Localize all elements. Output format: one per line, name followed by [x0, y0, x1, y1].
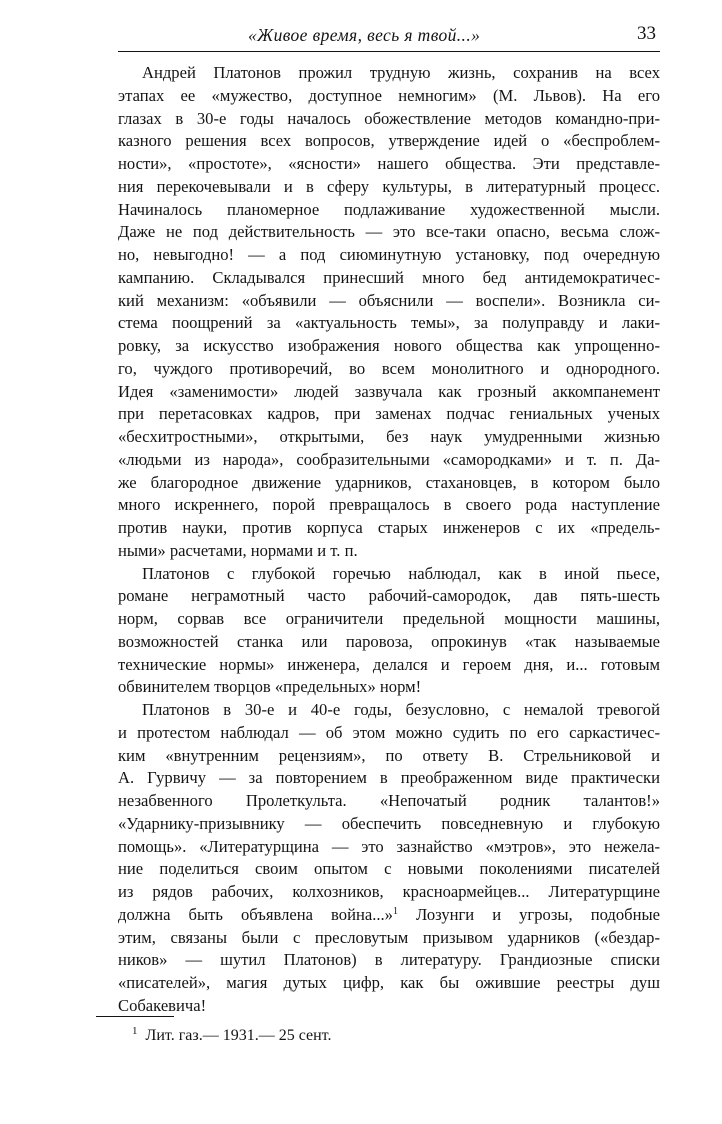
footnote-reference[interactable]: 1: [392, 905, 398, 917]
text-line: помощь». «Литературщина — это зазнайство «мэтров», это нежела-: [118, 836, 660, 856]
text-line-segment: должна быть объявлена война...»: [118, 904, 393, 924]
text-line: романе неграмотный часто рабочий-самородок, дав пять-шесть: [118, 586, 660, 606]
text-line: казного решения всех вопросов, утверждение идей о «беспроблем-: [118, 131, 660, 151]
footnote-text: Лит. газ.— 1931.— 25 сент.: [145, 1027, 332, 1044]
text-line: но, невыгодно! — а под сиюминутную установку, под очередную: [118, 245, 660, 264]
paragraph-2: [118, 563, 660, 700]
text-line: ния перекочевывали и в сферу культуры, в литературный процесс.: [118, 176, 660, 196]
text-line: Начиналось планомерное подлаживание художественной мысли.: [118, 199, 660, 219]
text-line-segment: Лозунги и угрозы, подобные: [415, 904, 660, 924]
text-line: и протестом наблюдал — об этом можно судить по его саркастичес-: [118, 722, 660, 742]
text-line: Идея «заменимости» людей зазвучала как грозный аккомпанемент: [118, 381, 660, 401]
text-line: ными» расчетами, нормами и т. п.: [118, 540, 358, 560]
text-line: Платонов с глубокой горечью наблюдал, как в иной пьесе,: [142, 563, 660, 583]
text-line: ние поделиться своим опытом с новыми поколениями писателей: [118, 859, 660, 879]
text-line: го, чуждого противоречий, во всем монолитного и однородного.: [118, 358, 660, 378]
text-line: из рядов рабочих, колхозников, красноармейцев... Литературщине: [118, 882, 660, 901]
text-line: ким «внутренним рецензиям», по ответу В. Стрельниковой и: [118, 745, 660, 765]
text-line: много искреннего, порой превращалось в своего рода наступление: [118, 495, 660, 515]
text-line: «писателей», магия дутых цифр, как бы ожившие реестры душ: [118, 973, 660, 992]
text-line: ности», «простоте», «ясности» нашего общества. Эти представле-: [118, 154, 660, 173]
text-line: «бесхитростными», открытыми, без наук умудренными жизнью: [118, 427, 660, 446]
text-line: ровку, за искусство изображения нового общества как упрощенно-: [118, 336, 660, 355]
paragraph-3: [118, 699, 660, 1018]
text-line: глазах в 30-е годы началось обожествление методов командно-при-: [118, 108, 660, 128]
text-line: Собакевича!: [118, 995, 207, 1015]
text-line: кампанию. Складывался принесший много бед антидемократичес-: [118, 267, 660, 287]
text-line: этапах ее «мужество, доступное немногим» (М. Львов). На его: [118, 85, 660, 105]
text-line: технические нормы» инженера, делался и героем дня, и... готовым: [118, 654, 660, 674]
text-line: обвинителем творцов «предельных» норм!: [118, 677, 422, 697]
text-line: при перетасовках кадров, при заменах подчас гениальных ученых: [118, 404, 660, 424]
footnote-mark: 1: [132, 1025, 138, 1037]
footnote: [132, 1025, 331, 1045]
running-title: «Живое время, весь я твой...»: [248, 25, 481, 45]
text-line: Даже не под действительность — это все-таки опасно, весьма слож-: [118, 222, 660, 242]
running-head: [118, 22, 660, 50]
text-line: стема поощрений за «актуальность темы», за полуправду и лаки-: [118, 313, 660, 333]
main-text: [118, 62, 660, 1018]
footnote-rule: [96, 1016, 174, 1017]
text-line-with-footnote-ref: [118, 904, 660, 927]
text-line: А. Гурвичу — за повторением в преображенном виде практически: [118, 768, 660, 788]
text-line: Андрей Платонов прожил трудную жизнь, сохранив на всех: [142, 63, 660, 82]
text-line: «людьми из народа», сообразительными «самородками» и т. п. Да-: [118, 449, 660, 469]
text-line: же благородное движение ударников, стахановцев, в котором было: [118, 472, 660, 492]
paragraph-1: [118, 62, 660, 563]
page-number: 33: [637, 23, 656, 44]
text-line: против науки, против корпуса старых инженеров с их «предель-: [118, 518, 660, 537]
text-line: незабвенного Пролеткульта. «Непочатый родник талантов!»: [118, 791, 660, 810]
text-line: Платонов в 30-е и 40-е годы, безусловно, с немалой тревогой: [142, 700, 660, 719]
text-line: норм, сорвав все ограничители предельной мощности машины,: [118, 609, 660, 628]
text-line: кий механизм: «объявили — объяснили — воспели». Возникла си-: [118, 290, 660, 310]
header-rule: [118, 51, 660, 52]
text-line: возможностей станка или паровоза, опрокинув «так называемые: [118, 631, 660, 651]
text-line: этим, связаны были с пресловутым призывом ударников («бездар-: [118, 927, 660, 947]
text-line: «Ударнику-призывнику — обеспечить повседневную и глубокую: [118, 813, 660, 833]
text-line: ников» — шутил Платонов) в литературу. Грандиозные списки: [118, 950, 660, 970]
